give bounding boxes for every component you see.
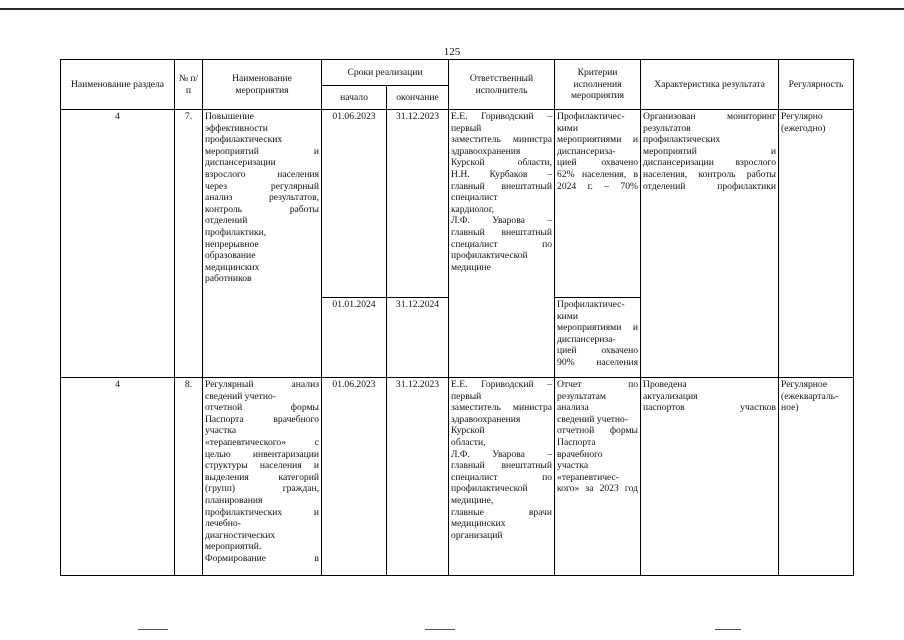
cell-text-line: работников [205,273,252,285]
cell-text-line: специалист по [451,238,553,250]
table-row [61,110,854,298]
num-cell: 7. [175,110,203,378]
cell-text-line: цией охвачено [557,345,639,357]
cell-text-line: непрерывное [205,238,259,250]
scan-mark [715,629,741,630]
cell-text-line: результатам [557,390,606,402]
header-section-name: Наименование раздела [61,60,175,110]
cell-text-line: Курской [451,425,485,437]
cell-text-line: профилактической [451,250,528,262]
cell-text-line: главный внештатный [451,226,553,238]
cell-text-line: первый [451,122,482,134]
cell-text-line: Организован мониторинг [643,111,777,122]
cell-text-line: главный внештатный [451,460,553,472]
cell-text-line: медицинских [451,518,506,530]
cell-text-line: Отчет по [557,379,639,390]
cell-text-line: кого» за 2023 год [557,483,639,495]
event-cell [203,110,322,378]
cell-text-line: профилактических [205,134,283,146]
cell-text-line: медицине, [451,494,494,506]
cell-text-line: заместитель министра [451,402,553,414]
result-cell [641,378,779,576]
cell-text-line: здравоохранения [451,145,521,157]
cell-text-line: структуры населения и [205,460,319,472]
header-num: № п/п [175,60,203,110]
cell-text-line: Паспорта врачебного [205,413,319,425]
cell-text-line: отделений [205,215,248,227]
header-start: начало [322,86,387,110]
cell-text-line: врачебного [557,448,603,460]
cell-text-line: мероприятий. [205,541,262,553]
cell-text-line: медицинских [205,261,260,273]
cell-text-line: организаций [451,529,503,541]
cell-text-line: Регулярное [781,379,828,390]
regularity-cell [779,110,854,378]
cell-text-line: (ежегодно) [781,122,826,134]
cell-text-line: профилактических [643,134,721,146]
cell-text-line: Курской области, [451,157,553,169]
result-cell [641,110,779,378]
cell-text-line: образование [205,250,256,262]
cell-text-line: взрослого населения [205,168,319,180]
cell-text-line: сведений учетно- [205,390,277,402]
header-end: окончание [387,86,449,110]
start-date-cell: 01.06.2023 [322,110,387,298]
scan-mark [425,629,455,630]
cell-text-line: актуализация [643,390,698,402]
cell-text-line: первый [451,390,482,402]
cell-text-line: диспансеризации взрослого [643,157,777,169]
cell-text-line: «терапевтичес- [557,471,619,483]
start-date-cell: 01.06.2023 [322,378,387,576]
cell-text-line: участка [205,425,237,437]
cell-text-line: результатов [643,122,691,134]
cell-text-line: цией охвачено [557,157,639,169]
cell-text-line: кардиолог, [451,203,494,215]
page-number: 125 [443,46,461,58]
cell-text-line: мероприятиями и [557,134,639,146]
cell-text-line: главные врачи [451,506,553,518]
event-cell [203,378,322,576]
cell-text-line: мероприятиями и [557,322,639,334]
section-cell: 4 [61,110,175,378]
cell-text-line: профилактики, [205,226,267,238]
cell-text-line: населения, контроль работы [643,168,777,180]
cell-text-line: лечебно- [205,518,241,530]
cell-text-line: Профилактичес- [557,299,625,310]
cell-text-line: отделений профилактики [643,180,777,192]
section-cell: 4 [61,378,175,576]
cell-text-line: отчетной формы [557,425,639,437]
cell-text-line: профилактической [451,483,528,495]
header-event-name: Наименование мероприятия [203,60,322,110]
header-responsible: Ответственный исполнитель [449,60,555,110]
cell-text-line: кими [557,310,579,322]
cell-text-line: мероприятий и [643,145,777,157]
cell-text-line: профилактических и [205,506,319,518]
cell-text-line: Л.Ф. Уварова – [451,215,553,227]
cell-text-line: специалист [451,192,498,204]
criteria-cell [555,378,641,576]
criteria-cell [555,110,641,298]
cell-text-line: специалист по [451,471,553,483]
cell-text-line: «терапевтического» с [205,436,319,448]
scan-mark [138,629,168,630]
cell-text-line: ное) [781,402,799,414]
cell-text-line: сведений учетно- [557,413,629,425]
criteria-cell [555,298,641,378]
cell-text-line: 2024 г. – 70% [557,180,639,192]
cell-text-line: участка [557,460,589,472]
cell-text-line: Паспорта [557,436,596,448]
cell-text-line: кими [557,122,579,134]
cell-text-line: Е.Е. Гориводский – [451,111,553,122]
responsible-cell [449,378,555,576]
header-result: Характеристика результата [641,60,779,110]
header-criteria: Критерии исполнения мероприятия [555,60,641,110]
regularity-cell [779,378,854,576]
cell-text-line: анализ результатов, [205,192,319,204]
cell-text-line: через регулярный [205,180,319,192]
plan-table [60,59,854,576]
cell-text-line: диспансериза- [557,333,616,345]
cell-text-line: Проведена [643,379,687,390]
cell-text-line: мероприятий и [205,145,319,157]
cell-text-line: контроль работы [205,203,319,215]
cell-text-line: эффективности [205,122,268,134]
top-rule [0,8,904,10]
start-date-cell: 01.01.2024 [322,298,387,378]
cell-text-line: Л.Ф. Уварова – [451,448,553,460]
end-date-cell: 31.12.2024 [387,298,449,378]
cell-text-line: планирования [205,494,263,506]
end-date-cell: 31.12.2023 [387,378,449,576]
cell-text-line: 90% населения [557,356,639,368]
cell-text-line: Профилактичес- [557,111,625,122]
cell-text-line: (групп) граждан, [205,483,319,495]
cell-text-line: Регулярно [781,111,823,122]
cell-text-line: диспансериза- [557,145,616,157]
cell-text-line: Регулярный анализ [205,379,319,390]
cell-text-line: Е.Е. Гориводский – [451,379,553,390]
cell-text-line: отчетной формы [205,402,319,414]
cell-text-line: диагностических [205,529,276,541]
responsible-cell [449,110,555,378]
table-row [61,378,854,576]
cell-text-line: Формирование в [205,552,319,564]
num-cell: 8. [175,378,203,576]
header-period: Сроки реализации [322,60,449,86]
cell-text-line: (ежекварталь- [781,390,839,402]
header-regularity: Регулярность [779,60,854,110]
cell-text-line: диспансеризации [205,157,276,169]
cell-text-line: Н.Н. Курбаков – [451,168,553,180]
cell-text-line: области, [451,436,486,448]
cell-text-line: заместитель министра [451,134,553,146]
cell-text-line: анализа [557,402,589,414]
cell-text-line: медицине [451,261,491,273]
cell-text-line: выделения категорий [205,471,319,483]
end-date-cell: 31.12.2023 [387,110,449,298]
cell-text-line: главный внештатный [451,180,553,192]
cell-text-line: Повышение [205,111,254,122]
cell-text-line: паспортов участков [643,402,777,414]
cell-text-line: целью инвентаризации [205,448,319,460]
cell-text-line: 62% населения, в [557,168,639,180]
cell-text-line: здравоохранения [451,413,521,425]
